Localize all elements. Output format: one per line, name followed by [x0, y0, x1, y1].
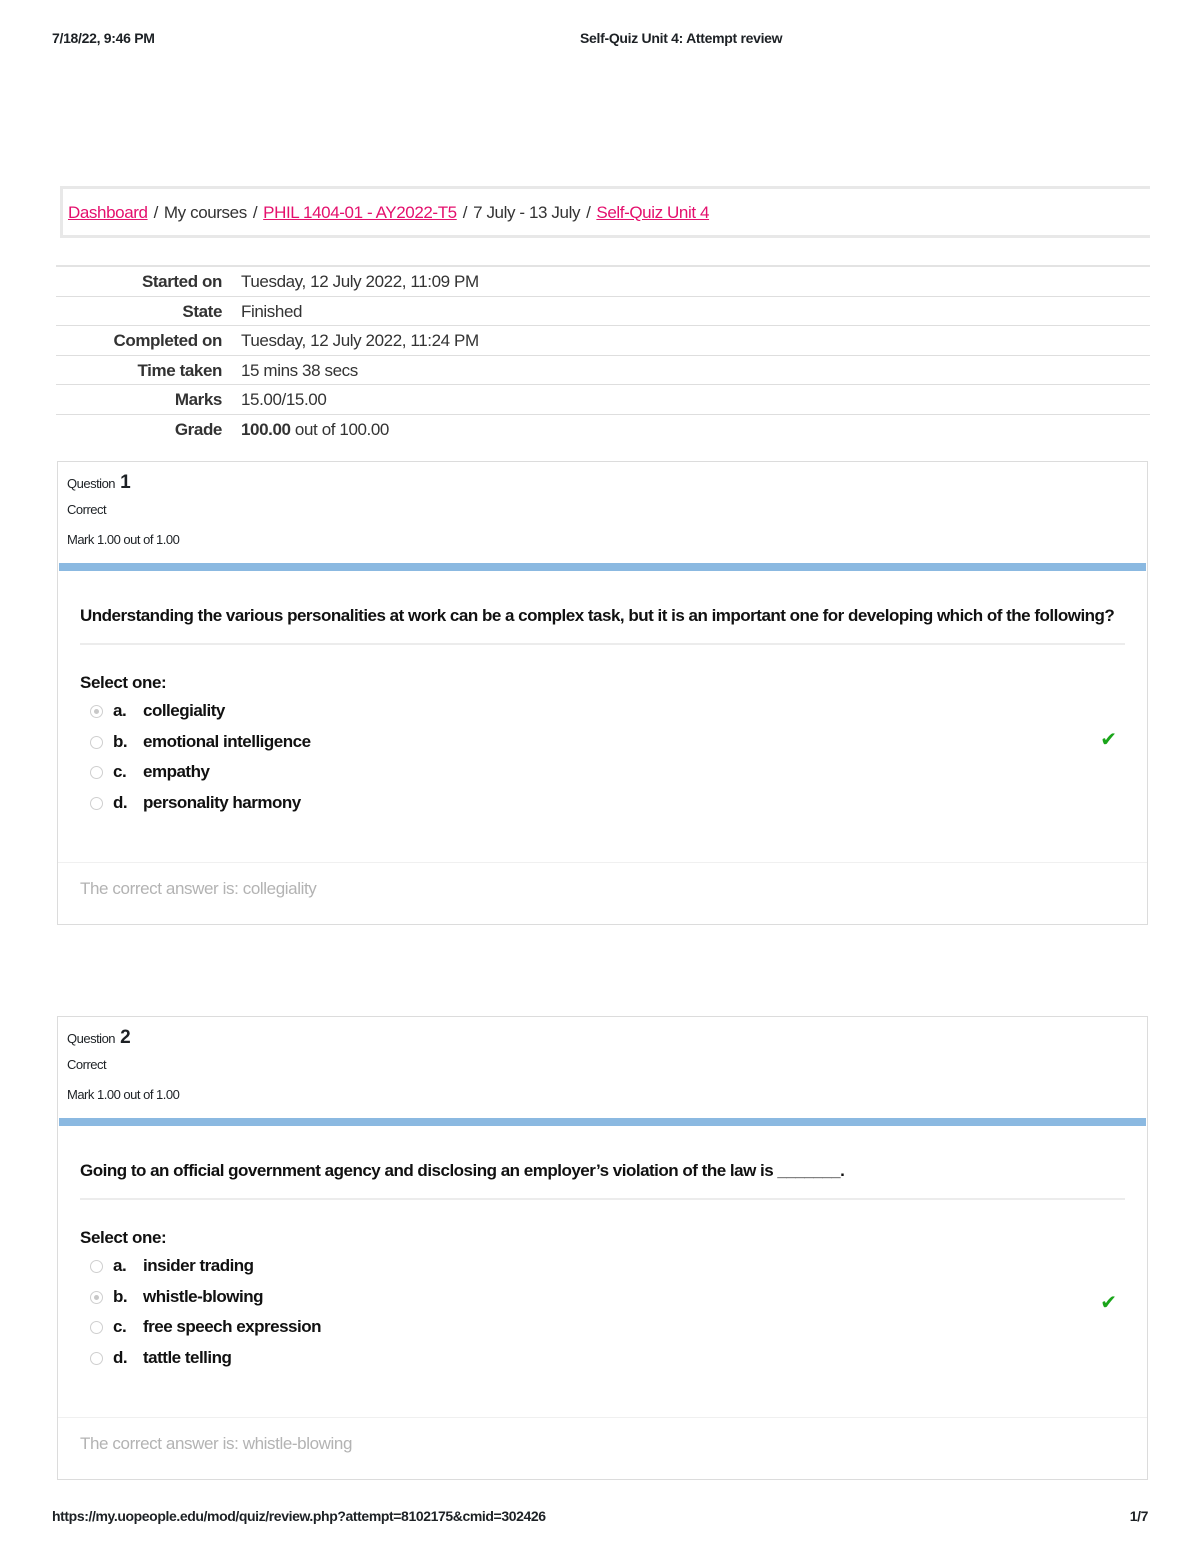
- breadcrumb-separator: /: [153, 203, 158, 222]
- print-title: Self-Quiz Unit 4: Attempt review: [580, 30, 783, 46]
- radio-icon[interactable]: [90, 766, 103, 779]
- answer-text: whistle-blowing: [143, 1286, 263, 1306]
- select-one-prompt: Select one:: [80, 673, 167, 692]
- summary-row-marks: [56, 385, 1150, 415]
- answer-letter: a.: [113, 1256, 127, 1275]
- question-divider-bar: [59, 563, 1146, 571]
- question-divider-bar: [59, 1118, 1146, 1126]
- summary-value: Tuesday, 12 July 2022, 11:24 PM: [241, 331, 479, 351]
- question-card: [57, 1016, 1148, 1480]
- answer-option[interactable]: [80, 699, 1125, 730]
- question-label: Question: [67, 1031, 116, 1046]
- question-number-value: 2: [120, 1027, 131, 1048]
- answer-text: personality harmony: [143, 793, 301, 813]
- answer-text: tattle telling: [143, 1348, 232, 1368]
- page-number: 1/7: [1129, 1508, 1148, 1524]
- answer-option[interactable]: [80, 1315, 1125, 1346]
- summary-value: Tuesday, 12 July 2022, 11:09 PM: [241, 272, 479, 291]
- print-header: [52, 30, 1148, 50]
- radio-icon[interactable]: [90, 1260, 103, 1273]
- answer-letter: b.: [113, 731, 128, 751]
- radio-selected-icon[interactable]: [90, 705, 103, 718]
- question-mark: Mark 1.00 out of 1.00: [67, 532, 180, 547]
- breadcrumb-course-link[interactable]: PHIL 1404-01 - AY2022-T5: [263, 203, 457, 222]
- answer-text: insider trading: [143, 1256, 254, 1275]
- question-state: Correct: [67, 502, 107, 517]
- breadcrumb-separator: /: [252, 203, 258, 222]
- radio-icon[interactable]: [90, 1321, 103, 1334]
- question-state: Correct: [67, 1057, 107, 1072]
- summary-label: Time taken: [137, 360, 222, 380]
- answer-list: [80, 699, 1125, 822]
- answer-letter: c.: [113, 1317, 127, 1337]
- summary-row-state: [56, 297, 1150, 327]
- check-icon: ✔: [1100, 1292, 1117, 1314]
- summary-row-started: [56, 267, 1150, 297]
- select-one-prompt: Select one:: [80, 1228, 167, 1247]
- summary-row-time-taken: [56, 356, 1150, 386]
- correct-answer-feedback: The correct answer is: whistle-blowing: [58, 1417, 1147, 1479]
- answer-option[interactable]: [80, 1346, 1125, 1377]
- summary-label: State: [182, 301, 222, 321]
- print-url: https://my.uopeople.edu/mod/quiz/review.php?attempt=8102175&cmid=302426: [52, 1508, 546, 1524]
- breadcrumb-my-courses: My courses: [163, 203, 247, 222]
- answer-option[interactable]: [80, 791, 1125, 822]
- breadcrumb-dashboard-link[interactable]: Dashboard: [68, 203, 148, 222]
- summary-value: Finished: [241, 301, 303, 321]
- breadcrumb-separator: /: [586, 203, 591, 222]
- breadcrumb-separator: /: [462, 203, 468, 222]
- breadcrumb-week: 7 July - 13 July: [473, 203, 581, 222]
- summary-row-grade: [56, 415, 1150, 445]
- answer-letter: d.: [113, 793, 128, 813]
- question-info: [58, 1017, 1147, 1118]
- radio-icon[interactable]: [90, 736, 103, 749]
- radio-icon[interactable]: [90, 797, 103, 810]
- summary-value: [241, 420, 389, 440]
- summary-label: Grade: [174, 419, 222, 439]
- answer-option[interactable]: [80, 1285, 1125, 1316]
- summary-label: Completed on: [113, 331, 222, 351]
- breadcrumb-quiz-link[interactable]: Self-Quiz Unit 4: [596, 203, 710, 222]
- answer-option[interactable]: [80, 730, 1125, 761]
- correct-answer-feedback: The correct answer is: collegiality: [58, 862, 1147, 924]
- answer-option[interactable]: [80, 1254, 1125, 1285]
- question-mark: Mark 1.00 out of 1.00: [67, 1087, 180, 1102]
- attempt-summary-table: [56, 265, 1150, 445]
- answer-text: emotional intelligence: [143, 731, 311, 751]
- summary-row-completed: [56, 326, 1150, 356]
- question-info: [58, 462, 1147, 563]
- question-number-value: 1: [120, 472, 131, 493]
- answer-text: free speech expression: [143, 1317, 321, 1337]
- answer-list: [80, 1254, 1125, 1377]
- print-datetime: 7/18/22, 9:46 PM: [52, 30, 155, 46]
- print-footer: [52, 1508, 1148, 1528]
- question-content: [58, 1126, 1147, 1377]
- question-number: [67, 472, 1147, 502]
- question-text: Understanding the various personalities at work can be a complex task, but it is an important one for developing which of the following?: [80, 603, 1125, 645]
- answer-text: empathy: [143, 762, 210, 782]
- breadcrumb: [60, 186, 1150, 238]
- answer-letter: b.: [113, 1286, 128, 1306]
- check-icon: ✔: [1100, 729, 1117, 751]
- answer-letter: a.: [113, 701, 127, 720]
- answer-letter: c.: [113, 762, 127, 782]
- summary-value: 15.00/15.00: [241, 390, 327, 410]
- grade-out-of: out of 100.00: [290, 419, 389, 439]
- radio-icon[interactable]: [90, 1352, 103, 1365]
- question-card: [57, 461, 1148, 925]
- radio-selected-icon[interactable]: [90, 1291, 103, 1304]
- question-content: [58, 571, 1147, 822]
- answer-option[interactable]: [80, 760, 1125, 791]
- summary-label: Started on: [141, 272, 222, 291]
- question-label: Question: [67, 476, 116, 491]
- summary-label: Marks: [174, 390, 222, 410]
- answer-letter: d.: [113, 1348, 128, 1368]
- summary-value: 15 mins 38 secs: [241, 360, 358, 380]
- grade-score: 100.00: [241, 419, 291, 439]
- question-text: Going to an official government agency and disclosing an employer’s violation of the law is _______.: [80, 1158, 1125, 1200]
- answer-text: collegiality: [143, 701, 225, 720]
- question-number: [67, 1027, 1147, 1057]
